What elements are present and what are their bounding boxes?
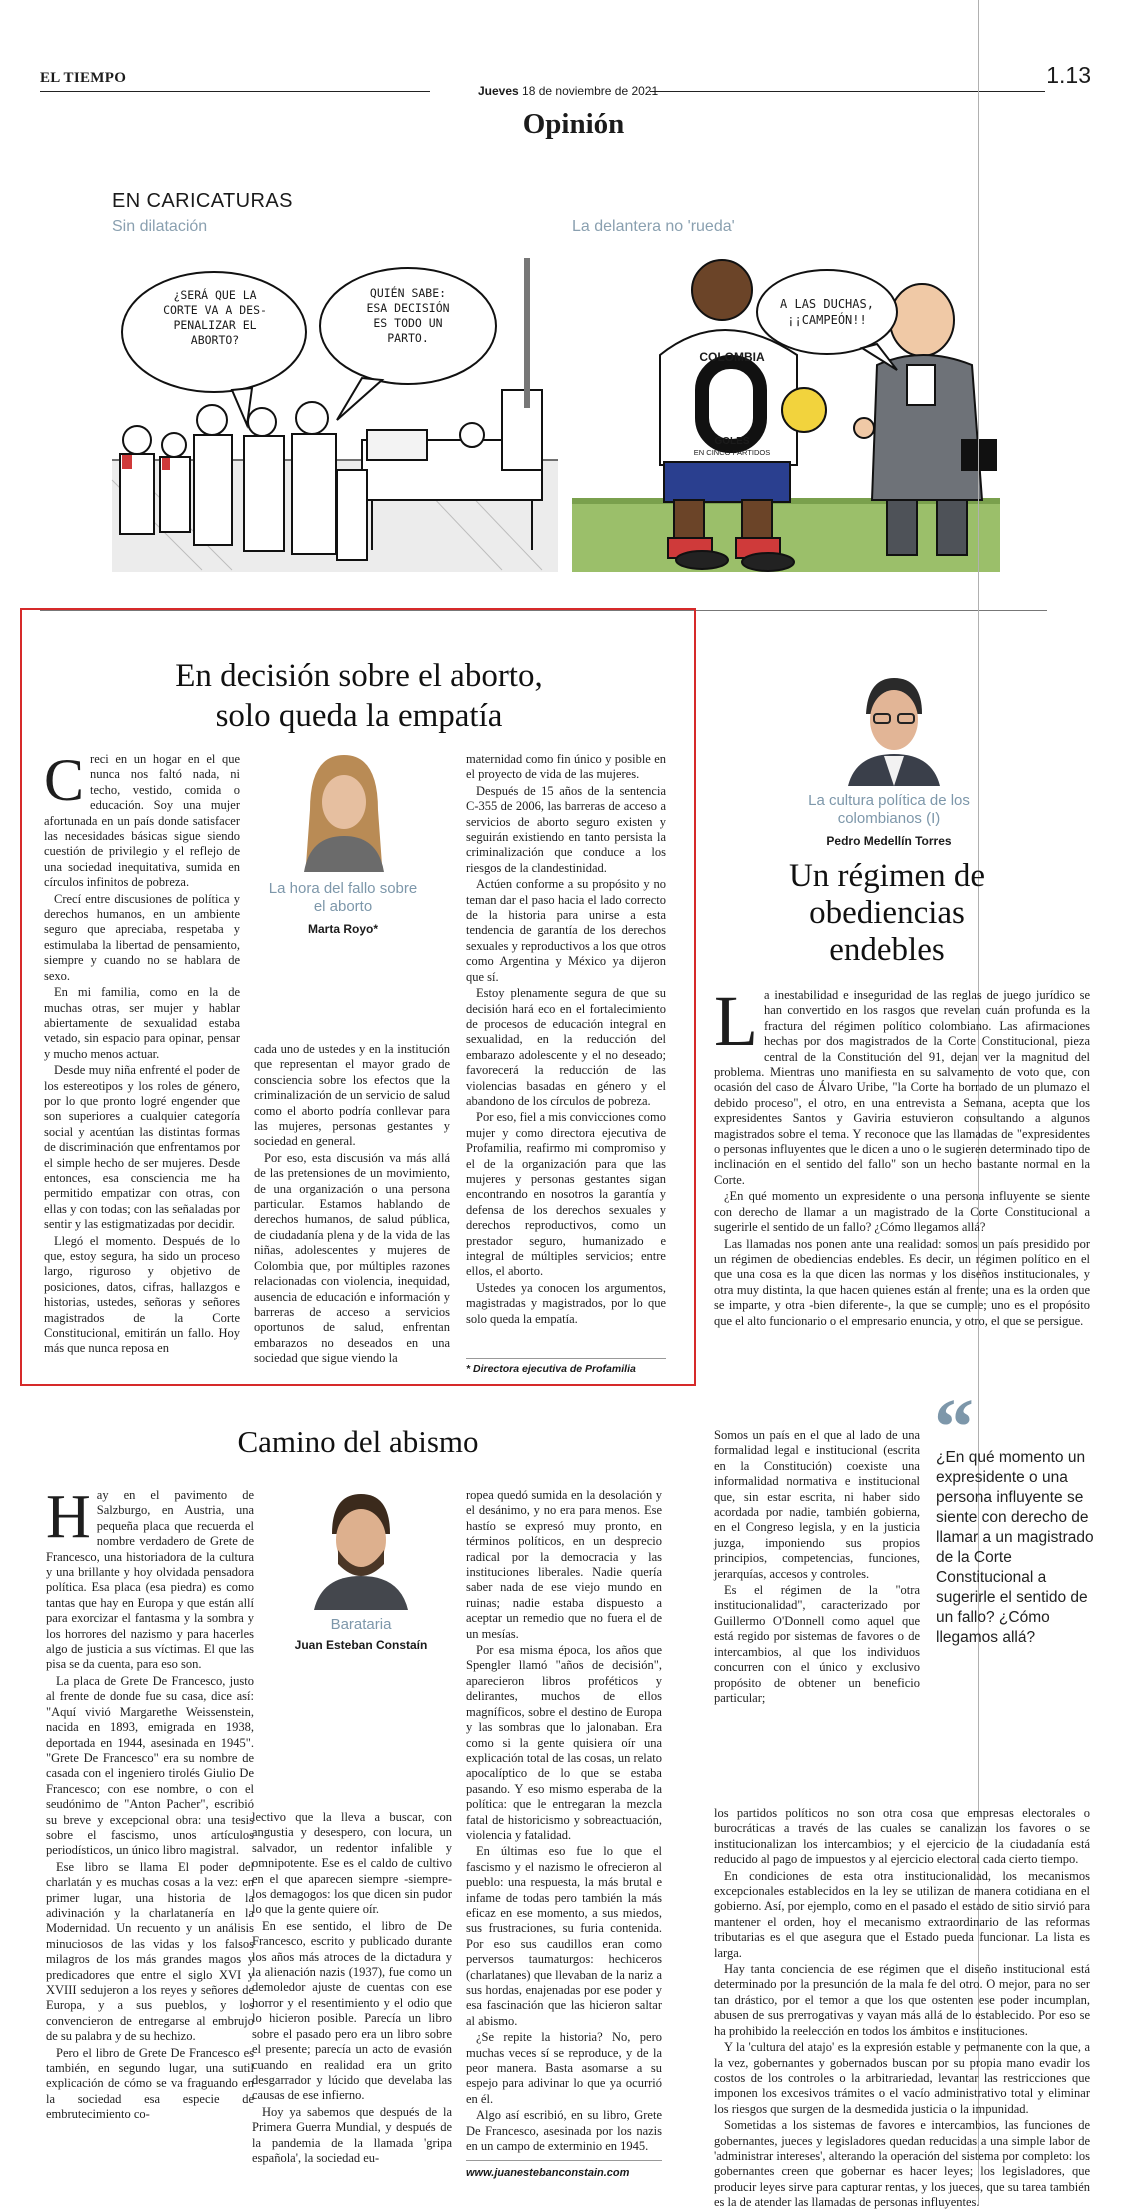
article2-headline: Un régimen de obediencias endebles	[788, 858, 986, 968]
issue-date: Jueves 18 de noviembre de 2021	[478, 84, 659, 98]
article3-dropcap: H	[46, 1483, 91, 1551]
shirt-sub: EN CINCO PARTIDOS	[693, 448, 771, 457]
caricaturas-heading: EN CARICATURAS	[112, 190, 293, 212]
article2-column-label: La cultura política de los colombianos (I)	[808, 792, 970, 827]
header-rule-right	[650, 91, 1045, 92]
article3-col3: ropea quedó sumida en la desolación y el desánimo, y no era para menos. Ese hastío se expresó muy pronto, en términos políticos, en un desprecio radical por la democracia y las instituciones liberales. Nadie quería saber nada de ese viejo mundo en ruinas; nadie estaba dispuesto a aceptar un remedio que no fuera el de un mesías. Por esa misma época, los años que Spengler llamó "años de decisión", aparecieron libros proféticos y delirantes, muchos de ellos magníficos, sobre el destino de Europa y las sombras que lo jalonaban. Era como si la gente quisiera oír una explicación total de las cosas, un relato apocalíptico de lo que se estaba pasando. Y eso mismo esperaba de la política: que le entregaran la mezcla fatal de historicismo y sobreactuación, violencia y fatalidad. En últimas eso fue lo que el fascismo y el nazismo le ofrecieron al pueblo: una respuesta, la más brutal e infame de todas pero también la más eficaz en ese momento, a sus miedos, sus frustraciones, su furia contenida. Por eso sus caudillos eran como perversos taumaturgos: hechiceros (charlatanes) que llevaban de la nariz a sus hordas, enajenadas por ese poder y esa fascinación que las hicieron saltar al abismo. ¿Se repite la historia? No, pero muchas veces sí se reproduce, y de la peor manera. Basta asomarse a su espejo para adivinar lo que ya ocurrió en él. Algo así escribió, en su libro, Grete De Francesco, asesinada por los nazis en un campo de exterminio en 1945.	[466, 1488, 662, 2154]
cartoon-right-bubble: A LAS DUCHAS, ¡¡CAMPEÓN!!	[780, 297, 874, 327]
shirt-goals: GOLES	[714, 436, 750, 447]
quote-mark-icon: “	[934, 1384, 974, 1472]
masthead: EL TIEMPO	[40, 70, 127, 86]
cartoon-right-caption: La delantera no 'rueda'	[572, 218, 735, 235]
cartoon-hospital	[112, 250, 558, 572]
article1-col2: cada uno de ustedes y en la institución que representan el mayor grado de consciencia sobre los efectos que la criminalización de un servicio de salud como el aborto podría conllevar para las mujeres, personas gestantes y sociedad en general. Por eso, esta discusión va más allá de las pretensiones de un movimiento, de una organización o una persona particular. Estamos hablando de derechos humanos, de salud pública, de ciudadanía plena y de la vida de las niñas, adolescentes y mujeres de Colombia que, por múltiples razones relacionadas con violencia, inequidad, ausencia de educación e información y barreras de acceso a servicios oportunos de salud, enfrentan embarazos no deseados en una sociedad que sigue viendo la	[254, 1042, 450, 1366]
article2-pull-quote: ¿En qué momento un expresidente o una persona influyente se siente con derecho de llamar a un magistrado de la Corte Constitucional a sugerirle el sentido de un fallo? ¿Cómo llegamos allá?	[936, 1449, 1094, 1646]
article3-headline: Camino del abismo	[237, 1424, 479, 1459]
article1-col3: maternidad como fin único y posible en el proyecto de vida de las mujeres. Después de 15 años de la sentencia C-355 de 2006, las barreras de acceso a servicios de aborto seguro existen y seguirán existiendo en tanto persista la criminalización que conduce a los riesgos de la clandestinidad. Actúen conforme a su propósito y no teman dar el paso hacia el lado correcto de la historia para unirse a esta tendencia de garantía de los derechos sexuales y reproductivos a los que otros como Argentina y México ya dijeron que sí. Estoy plenamente segura de que su decisión hará eco en el fortalecimiento de procesos de educación integral en sexualidad, en la reducción del embarazo adolescente y el no deseado; favorecerá la reducción de las violencias basadas en género y el abandono de los círculos de pobreza. Por eso, fiel a mis convicciones como mujer y como directora ejecutiva de Profamilia, reafirmo mi compromiso y el de la organización para que las mujeres y personas gestantes sigan encontrando en nosotros la garantía y defensa de los derechos sexuales y derechos reproductivos, como un prestador seguro, humanizado e integral de múltiples servicios; entre ellos, el aborto. Ustedes ya conocen los argumentos, magistradas y magistrados, por lo que solo queda la empatía.	[466, 752, 666, 1326]
article1-foot-rule	[466, 1358, 666, 1359]
avatar-pedro-medellin	[838, 668, 948, 786]
article1-column-label: La hora del fallo sobre el aborto	[268, 880, 418, 915]
article3-author: Juan Esteban Constaín	[294, 1638, 428, 1652]
page-number: 1.13	[1046, 62, 1091, 88]
article2-dropcap: L	[714, 981, 758, 1061]
article1-dropcap: C	[44, 747, 85, 813]
article1-headline: En decisión sobre el aborto, solo queda la empatía	[175, 658, 543, 734]
article1-col1: Creci en un hogar en el que nunca nos faltó nada, ni techo, vestido, comida o educación. Soy una mujer afortunada en un país donde satisfacer las necesidades básicas sigue siendo cuestión de privilegio y el reflejo de una sociedad inequitativa, sumida en círculos infinitos de pobreza. Crecí entre discusiones de política y derechos humanos, en un ambiente seguro que apreciaba, respetaba y estimulaba la libertad de pensamiento, siempre y cuando no se hablara de sexo. En mi familia, como en la de muchas otras, ser mujer y hablar abiertamente de sexualidad estaba vetado, sin espacio para opinar, pensar y mucho menos actuar. Desde muy niña enfrenté el poder de los estereotipos y los roles de género, por lo que pronto logré engender que son superiores a cualquier categoría social y acentúan las distintas formas de discriminación que enfrentamos por el simple hecho de ser mujeres. Desde entonces, esa consciencia me ha permitido empatizar con otras, con ellas y con todas; con las señaladas por sentir y las estigmatizadas por decidir. Llegó el momento. Después de lo que, estoy segura, ha sido un proceso largo, riguroso y objetivo de posiciones, datos, cifras, hallazgos e historias, ustedes, señoras y señores magistrados de la Corte Constitucional, emitirán un fallo. Hoy más que nunca reposa en	[44, 747, 240, 1356]
avatar-juan-esteban-constain	[306, 1484, 416, 1610]
article1-author: Marta Royo*	[307, 922, 378, 936]
article3-foot-rule	[466, 2160, 662, 2161]
section-title: Opinión	[522, 108, 625, 140]
article2-body-top: La inestabilidad e inseguridad de las reglas de juego jurídico se han convertido en los rasgos que revelan cuán profunda es la fractura del régimen político colombiano. Las afirmaciones hechas por dos magistrados de la Corte Constitucional, pieza central de la Constitución del 91, dejan ver la magnitud del problema. Mientras uno manifiesta en su salvamento de voto que, con ocasión del caso de Álvaro Uribe, "la Corte ha borrado de un plumazo el debido proceso", el otro, en una entrevista a Semana, acepta que los expresidentes Santos y Gaviria estuvieron consultando a algunos magistrados sobre el tema. Y reconoce que las llamadas de "expresidentes o personas influyentes que le dicen a uno o le sugieren determinado tipo de inclinación en el sentido del fallo" son un hecho bastante normal en la Corte. ¿En qué momento un expresidente o una persona influyente se siente con derecho de llamar a un magistrado de la Corte Constitucional a sugerirle el sentido de un fallo? ¿Cómo llegamos allá? Las llamadas nos ponen ante una realidad: somos un país presidido por un régimen de obediencias endebles. Es decir, un régimen político en el que una cosa es la que dicen las normas y los diseños institucionales, y otra muy distinta, la que hacen quienes están al frente; una es la orden que se imparte, y otra -bien diferente-, la que se cumple; uno es el propósito que el alto funcionario o el empresario enuncia, y otro, el que se persigue.	[714, 981, 1090, 1328]
cartoon-left-bubble1: ¿SERÁ QUE LA CORTE VA A DES- PENALIZAR EL ABORTO?	[163, 288, 267, 347]
header-rule-left	[40, 91, 430, 92]
article1-footnote: * Directora ejecutiva de Profamilia	[466, 1363, 636, 1375]
avatar-marta-royo	[290, 750, 398, 872]
article2-author: Pedro Medellín Torres	[826, 834, 952, 848]
article2-body-narrow: Somos un país en el que al lado de una formalidad legal e institucional (escrita en la Constitución) coexiste una informalidad normativa e institucional que, sin estar escrita, ni haber sido acordada por nadie, también gobierna, en el Congreso legisla, y en la justicia juzga, imponiendo sus propios principios, competencias, funciones, jerarquías, accesos y controles. Es el régimen de la "otra institucionalidad", caracterizado por Guillermo O'Donnell como aquel que está regido por sistemas de favores o de intercambios, al que los individuos concurren con el único y exclusivo propósito de obtener un beneficio particular;	[714, 1428, 920, 1705]
cartoon-left-caption: Sin dilatación	[112, 218, 208, 235]
article3-col1: Hay en el pavimento de Salzburgo, en Austria, una pequeña placa que recuerda el nombre verdadero de Grete de Francesco, una historiadora de la cultura y una brillante y hoy olvidada pensadora política. Esa placa (esa piedra) es como tantas que hay en Europa y que están allí para exorcizar el fantasma y la sombra y los horrores del nazismo y para hacerles algo de justicia a sus víctimas. El que las pisa se da cuenta, para eso son. La placa de Grete De Francesco, justo al frente de donde fue su casa, dice así: "Aquí vivió Margarethe Weissenstein, nacida en 1893, emigrada en 1938, deportada en 1944, asesinada en 1945". "Grete De Francesco" era su nombre de casada con el ingeniero tirolés Giulio De Francesco; con ese nombre, o con el seudónimo de "Anton Pacher", escribió su breve y excepcional obra: una tesis sobre el fascismo, unos artículos periodísticos, un único libro magistral. Ese libro se llama El poder del charlatán y es muchas cosas a la vez: en primer lugar, una historia de la adivinación y la charlatanería en la Modernidad. Un recuento y un análisis minuciosos de las vidas y los falsos milagros de los más grandes magos y predicadores que entre el siglo XVI y XVIII sedujeron a los reyes y señores de Europa, y a sus pueblos, y los convencieron de entregarse al embrujo de su palabra y de su hechizo. Pero el libro de Grete De Francesco es también, en segundo lugar, una sutil explicación de cómo se va fraguando en la sociedad esa especie de embrutecimiento co-	[46, 1483, 254, 2122]
shirt-team-name: COLOMBIA	[699, 350, 765, 364]
article3-col2: lectivo que la lleva a buscar, con angustia y desespero, con locura, un salvador, un redentor infalible y omnipotente. Ese es el caldo de cultivo en el que aparecen siempre -siempre- los demagogos: los que dicen sin pudor lo que la gente quiere oír. En ese sentido, el libro de De Francesco, escrito y publicado durante los años más atroces de la dictadura y la alienación nazis (1937), fue como un demoledor ajuste de cuentas con ese horror y el resentimiento y el odio que lo hicieron posible. Parecía un libro sobre el pasado pero era un libro sobre el presente; parecía un acto de evasión cuando en realidad era un grito desgarrador y lúcido que develaba las causas de ese infierno. Hoy ya sabemos que después de la Primera Guerra Mundial, y después de la pandemia de la llamada 'gripa española', la sociedad eu-	[252, 1810, 452, 2165]
cartoon-football	[572, 250, 1000, 572]
cartoon-left-bubble2: QUIÉN SABE: ESA DECISIÓN ES TODO UN PARTO.	[366, 286, 450, 345]
article3-url-link[interactable]: www.juanestebanconstain.com	[466, 2167, 630, 2179]
article3-column-label: Barataria	[330, 1616, 392, 1633]
article2-body-bottom: los partidos políticos no son otra cosa que empresas electorales o burocráticas a través de las cuales se canalizan los favores o se institucionalizan los intercambios; y el ejercicio de la ciudadanía está reducido al pago de impuestos y al ejercicio electoral cada cierto tiempo. En condiciones de esta otra institucionalidad, los mecanismos excepcionales establecidos en la ley se utilizan de manera cotidiana en el gobierno. Así, por ejemplo, como en el pasado el estado de sitio sirvió para mantener el orden, hoy el mecanismo extraordinario de las reformas tributarias es el que asegura que el Estado pueda funcionar. La lista es larga. Hay tanta conciencia de ese régimen que el diseño institucional está determinado por la presunción de la mala fe del otro. O mejor, para no ser tan drástico, por el temor a que los que ostenten ese poder incumplan, abusen de sus prerrogativas y vayan más allá de lo establecido. Por eso se ha prohibido la reelección en todos los ámbitos e instituciones. Y la 'cultura del atajo' es la expresión estable y permanente con la que, a la vez, gobernantes y gobernados buscan por su propia mano evadir los costos de los controles o la arbitrariedad, levantar las restricciones que imponen los excesivos trámites o el vacío administrativo total y eliminar los riesgos que surgen de la desmedida justicia o la impunidad. Sometidas a los sistemas de favores e intercambios, las funciones de gobernantes, jueces y legisladores quedan reducidas a una simple labor de 'administrar intereses', alterando la operación del sistema por completo: los gobernantes creen que gobernar es hacer leyes; los legisladores, que producir leyes sirve para capturar rentas, y los jueces, que su tarea también es la de atender las llamadas de personas influyentes.	[714, 1806, 1090, 2210]
